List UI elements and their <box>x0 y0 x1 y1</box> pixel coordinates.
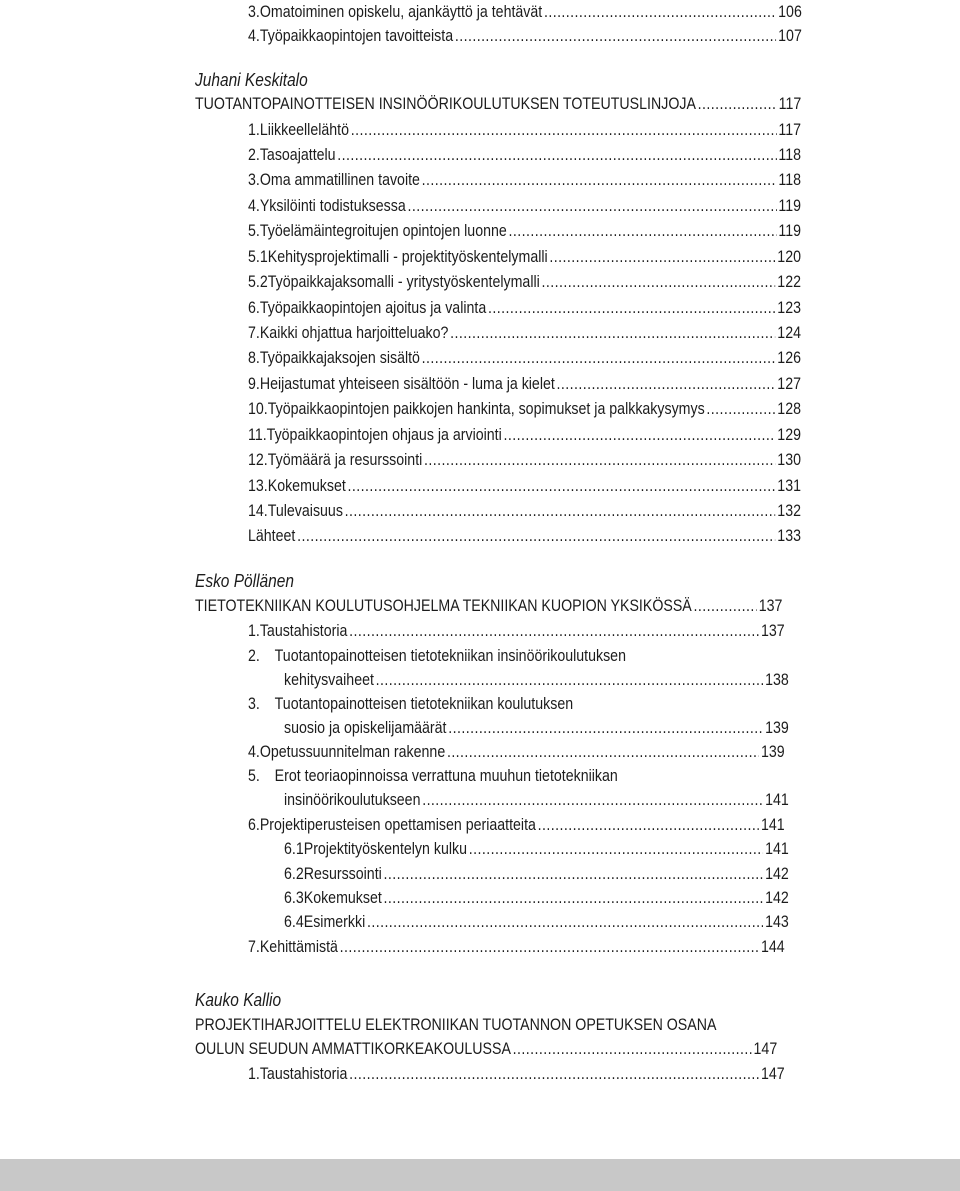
entry-page: 129 <box>777 426 801 444</box>
entry-page: 133 <box>777 527 801 545</box>
toc-entry-line1 <box>248 644 626 668</box>
entry-title: Yksilöinti todistuksessa <box>259 197 406 215</box>
entry-title: Liikkeellelähtö <box>259 121 349 139</box>
leader-dots <box>340 935 760 959</box>
entry-title: suosio ja opiskelijamäärät <box>284 719 447 737</box>
section-heading-line1: PROJEKTIHARJOITTELU ELEKTRONIIKAN TUOTANNON OPETUKSEN OSANA <box>195 1016 717 1034</box>
toc-entry <box>248 397 801 421</box>
entry-title: Työpaikkajaksomalli - yritystyöskentelymalli <box>267 273 540 291</box>
entry-title: insinöörikoulutukseen <box>284 791 421 809</box>
leader-dots <box>448 716 763 740</box>
entry-page: 127 <box>777 375 801 393</box>
leader-dots <box>348 474 776 498</box>
entry-title: Työpaikkajaksojen sisältö <box>259 349 420 367</box>
section-author: Juhani Keskitalo <box>195 70 308 90</box>
entry-page: 119 <box>778 222 801 240</box>
toc-entry <box>248 524 801 548</box>
toc-entry <box>248 346 801 370</box>
section-heading <box>195 92 801 116</box>
leader-dots <box>384 862 764 886</box>
toc-entry <box>248 245 801 269</box>
toc-entry <box>248 219 801 243</box>
entry-page: 144 <box>760 938 785 956</box>
heading-title: TIETOTEKNIIKAN KOULUTUSOHJELMA TEKNIIKAN KUOPION YKSIKÖSSÄ <box>195 597 692 615</box>
leader-dots <box>351 118 777 142</box>
section-author: Kauko Kallio <box>195 990 282 1010</box>
entry-number: 5. <box>248 222 260 240</box>
toc-entry <box>248 474 801 498</box>
entry-title: Esimerkki <box>303 913 366 931</box>
entry-title: Kehittämistä <box>259 938 338 956</box>
entry-page: 124 <box>777 324 801 342</box>
entry-number: 4. <box>248 197 260 215</box>
entry-page: 119 <box>778 197 801 215</box>
toc-entry <box>248 740 785 764</box>
leader-dots <box>694 594 757 618</box>
leader-dots <box>557 372 776 396</box>
heading-page: 117 <box>778 95 802 113</box>
entry-page: 130 <box>777 451 801 469</box>
toc-entry <box>284 668 789 692</box>
entry-title: Työpaikkaopintojen ohjaus ja arviointi <box>266 426 502 444</box>
entry-title: Työpaikkaopintojen ajoitus ja valinta <box>259 299 487 317</box>
entry-number: 7. <box>248 324 260 342</box>
entry-title: Työpaikkaopintojen tavoitteista <box>259 27 454 45</box>
toc-entry <box>248 372 801 396</box>
toc-entry <box>284 910 789 934</box>
toc-entry <box>248 499 801 523</box>
footer-bar <box>0 1159 960 1191</box>
toc-entry <box>248 813 785 837</box>
leader-dots <box>513 1037 752 1061</box>
toc-entry <box>248 118 801 142</box>
entry-page: 131 <box>777 477 801 495</box>
entry-number: 9. <box>248 375 260 393</box>
toc-entry <box>248 24 802 48</box>
leader-dots <box>407 194 776 218</box>
leader-dots <box>488 296 776 320</box>
toc-entry <box>248 448 801 472</box>
entry-number: 4. <box>248 27 260 45</box>
toc-entry <box>248 143 801 167</box>
toc-entry <box>248 423 801 447</box>
entry-title: Opetussuunnitelman rakenne <box>259 743 446 761</box>
entry-number: 6. <box>248 299 260 317</box>
entry-title: Resurssointi <box>303 865 382 883</box>
toc-entry <box>248 935 785 959</box>
leader-dots <box>706 397 775 421</box>
entry-title: Projektityöskentelyn kulku <box>303 840 467 858</box>
leader-dots <box>503 423 775 447</box>
entry-title: Kokemukset <box>267 477 346 495</box>
entry-number: 5. <box>248 767 260 785</box>
entry-page: 143 <box>765 913 789 931</box>
leader-dots <box>455 24 777 48</box>
entry-number: 1. <box>248 1065 260 1083</box>
entry-number: 6.4 <box>284 913 304 931</box>
leader-dots <box>542 270 776 294</box>
entry-title-line1: Tuotantopainotteisen tietotekniikan koulutuksen <box>274 695 574 713</box>
toc-entry-line1 <box>248 692 573 716</box>
leader-dots <box>422 346 776 370</box>
entry-title: Lähteet <box>248 527 296 545</box>
entry-page: 126 <box>777 349 801 367</box>
entry-title: Oma ammatillinen tavoite <box>259 171 420 189</box>
leader-dots <box>469 837 764 861</box>
entry-page: 142 <box>765 889 789 907</box>
entry-page: 128 <box>777 400 801 418</box>
entry-title: Omatoiminen opiskelu, ajankäyttö ja tehtävät <box>259 3 543 21</box>
entry-title: Tulevaisuus <box>267 502 343 520</box>
toc-entry <box>248 168 801 192</box>
entry-page: 139 <box>765 719 789 737</box>
entry-page: 132 <box>777 502 801 520</box>
entry-title: Työmäärä ja resurssointi <box>267 451 423 469</box>
leader-dots <box>508 219 776 243</box>
entry-number: 1. <box>248 121 260 139</box>
entry-page: 120 <box>777 248 801 266</box>
entry-page: 147 <box>760 1065 785 1083</box>
entry-number: 6.1 <box>284 840 304 858</box>
entry-title-line1: Tuotantopainotteisen tietotekniikan insinöörikoulutuksen <box>274 647 626 665</box>
leader-dots <box>345 499 776 523</box>
leader-dots <box>422 788 763 812</box>
entry-number: 4. <box>248 743 260 761</box>
entry-title: Heijastumat yhteiseen sisältöön - luma ja kielet <box>259 375 555 393</box>
entry-number: 7. <box>248 938 260 956</box>
entry-number: 12. <box>248 451 268 469</box>
entry-number: 5.1 <box>248 248 268 266</box>
toc-entry <box>248 0 802 24</box>
entry-title: Tasoajattelu <box>259 146 336 164</box>
heading-page: 137 <box>758 597 783 615</box>
entry-title: kehitysvaiheet <box>284 671 374 689</box>
leader-dots <box>544 0 776 24</box>
entry-page: 141 <box>760 816 785 834</box>
entry-page: 141 <box>765 840 789 858</box>
entry-number: 2. <box>248 146 260 164</box>
entry-number: 3. <box>248 695 260 713</box>
toc-entry <box>284 716 789 740</box>
leader-dots <box>450 321 775 345</box>
leader-dots <box>337 143 776 167</box>
toc-entry <box>248 296 801 320</box>
entry-title: Taustahistoria <box>259 1065 348 1083</box>
entry-title: Projektiperusteisen opettamisen periaatteita <box>259 816 536 834</box>
leader-dots <box>549 245 775 269</box>
section-author: Esko Pöllänen <box>195 571 294 591</box>
leader-dots <box>424 448 776 472</box>
toc-entry <box>248 321 801 345</box>
entry-number: 3. <box>248 171 260 189</box>
toc-entry <box>284 886 789 910</box>
entry-number: 8. <box>248 349 260 367</box>
toc-entry-line1 <box>248 764 618 788</box>
heading-page: 147 <box>753 1040 778 1058</box>
heading-title: OULUN SEUDUN AMMATTIKORKEAKOULUSSA <box>195 1040 511 1058</box>
entry-page: 141 <box>765 791 789 809</box>
entry-number: 6.2 <box>284 865 304 883</box>
toc-entry <box>248 619 785 643</box>
entry-page: 118 <box>778 171 801 189</box>
toc-entry <box>284 862 789 886</box>
entry-page: 106 <box>778 3 802 21</box>
entry-page: 122 <box>777 273 801 291</box>
entry-number: 6. <box>248 816 260 834</box>
entry-page: 118 <box>778 146 801 164</box>
entry-title-line1: Erot teoriaopinnoissa verrattuna muuhun tietotekniikan <box>274 767 618 785</box>
entry-page: 139 <box>760 743 785 761</box>
entry-page: 142 <box>765 865 789 883</box>
toc-entry <box>248 270 801 294</box>
entry-page: 107 <box>778 27 802 45</box>
entry-number: 10. <box>248 400 268 418</box>
toc-entry <box>248 194 801 218</box>
leader-dots <box>384 886 764 910</box>
entry-title: Työelämäintegroitujen opintojen luonne <box>259 222 507 240</box>
entry-page: 123 <box>777 299 801 317</box>
entry-title: Työpaikkaopintojen paikkojen hankinta, sopimukset ja palkkakysymys <box>267 400 705 418</box>
leader-dots <box>349 619 759 643</box>
entry-title: Kokemukset <box>303 889 382 907</box>
entry-page: 138 <box>765 671 789 689</box>
toc-entry <box>284 837 789 861</box>
entry-page: 117 <box>778 121 801 139</box>
leader-dots <box>447 740 759 764</box>
entry-number: 13. <box>248 477 268 495</box>
section-heading <box>195 594 782 618</box>
leader-dots <box>698 92 777 116</box>
entry-number: 6.3 <box>284 889 304 907</box>
leader-dots <box>538 813 760 837</box>
entry-number: 1. <box>248 622 260 640</box>
leader-dots <box>422 168 777 192</box>
toc-entry <box>248 1062 785 1086</box>
leader-dots <box>349 1062 759 1086</box>
heading-title: TUOTANTOPAINOTTEISEN INSINÖÖRIKOULUTUKSEN TOTEUTUSLINJOJA <box>195 95 696 113</box>
section-heading <box>195 1037 777 1061</box>
entry-title: Taustahistoria <box>259 622 348 640</box>
leader-dots <box>376 668 764 692</box>
leader-dots <box>367 910 763 934</box>
entry-number: 5.2 <box>248 273 268 291</box>
entry-number: 11. <box>248 426 267 444</box>
entry-title: Kehitysprojektimalli - projektityöskentelymalli <box>267 248 548 266</box>
leader-dots <box>297 524 776 548</box>
entry-title: Kaikki ohjattua harjoitteluako? <box>259 324 449 342</box>
entry-page: 137 <box>760 622 785 640</box>
entry-number: 3. <box>248 3 260 21</box>
toc-entry <box>284 788 789 812</box>
entry-number: 14. <box>248 502 268 520</box>
entry-number: 2. <box>248 647 260 665</box>
